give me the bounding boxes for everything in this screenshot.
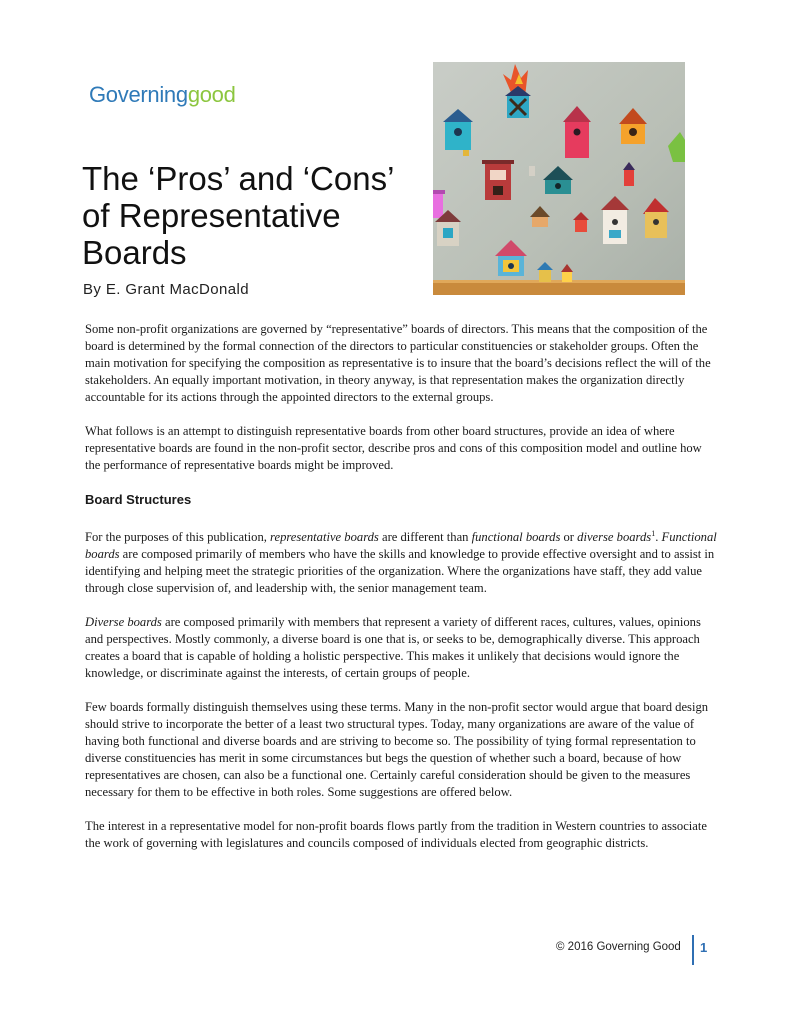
paragraph-board-types	[85, 525, 717, 597]
text-run: .	[655, 530, 662, 545]
text-run: or	[560, 530, 578, 545]
page-title	[82, 160, 422, 271]
article-body	[85, 321, 717, 869]
page-number: 1	[700, 940, 708, 955]
term-representative-boards: representative boards	[270, 530, 379, 545]
footer-copyright: © 2016 Governing Good	[556, 941, 681, 953]
paragraph-representative-model: The interest in a representative model for non-profit boards flows partly from the tradition in Western countries to associate the work of governing with legislatures and councils composed of individuals elected from geographic districts.	[85, 819, 707, 851]
title-line-3: Boards	[82, 234, 187, 271]
term-functional-boards: functional boards	[471, 530, 561, 545]
text-run: are different than	[378, 530, 472, 545]
title-line-2: of Representative	[82, 197, 341, 234]
term-diverse-boards: diverse boards	[577, 530, 652, 545]
footer-divider	[692, 935, 694, 965]
logo-part-good: good	[187, 82, 236, 107]
term-diverse-boards-definition: Diverse boards	[85, 615, 162, 630]
text-run: are composed primarily with members that represent a variety of different races, cultures, values, opinions and perspectives. Mostly commonly, a diverse board is one that is, or seeks to be, demographically diverse. This approach creates a board that is capable of holding a holistic perspective. This makes it unlikely that decisions would ignore the knowledge, or discriminate against the interests, of certain groups of people.	[85, 615, 701, 681]
text-run: For the purposes of this publication,	[85, 530, 271, 545]
paragraph-diverse-boards	[85, 614, 717, 682]
intro-paragraph-2: What follows is an attempt to distinguish representative boards from other board structures, provide an idea of where representative boards are found in the non-profit sector, describe pros and cons of this composition model and outline how the performance of representative boards might be improved.	[85, 424, 702, 472]
section-heading-board-structures: Board Structures	[85, 492, 192, 507]
birdhouses-illustration	[433, 62, 685, 295]
governing-good-logo	[89, 82, 236, 108]
text-run: are composed primarily of members who have the skills and knowledge to provide effective oversight and to assist in identifying and helping meet the strategic priorities of the organization. Where the organizations have staff, they add value through close supervision of, and leadership with, the senior management team.	[85, 547, 715, 596]
byline: By E. Grant MacDonald	[83, 281, 249, 298]
intro-paragraph-1: Some non-profit organizations are governed by “representative” boards of directors. This means that the composition of the board is determined by the formal connection of the directors to particular constituencies or stakeholder groups. Often the main motivation for specifying the composition as representative is to insure that the board’s decisions reflect the will of the stakeholders. An equally important motivation, in theory anyway, is that representation makes the organization directly accountable for its actions through the appointed directors to the external groups.	[85, 322, 711, 404]
logo-part-governing: Governing	[89, 82, 188, 107]
paragraph-few-boards: Few boards formally distinguish themselves using these terms. Many in the non-profit sector would argue that board design should strive to incorporate the better of a least two structural types. Today, many organizations are aware of the value of having both functional and diverse boards and are striving to become so. The possibility of tying formal representation to diverse constituencies has merit in some circumstances but begs the question of whether such a board, because of how representatives are chosen, can also be a functional one. Certainly careful consideration should be given to the measures necessary for them to be effective in both roles. Some suggestions are offered below.	[85, 700, 709, 800]
footnote-marker[interactable]: 1	[651, 529, 656, 538]
term-functional-boards-definition: Functional boards	[85, 530, 717, 562]
title-line-1: The ‘Pros’ and ‘Cons’	[82, 160, 395, 197]
